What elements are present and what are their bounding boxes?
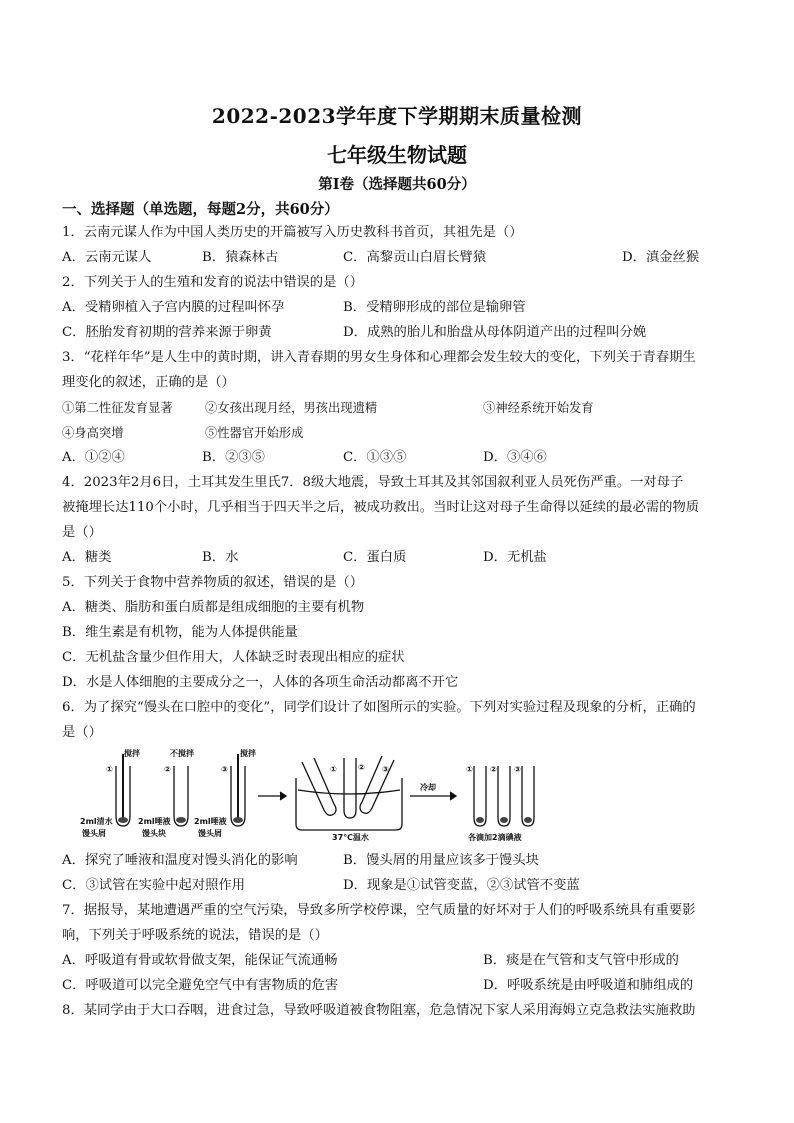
q4-option-a: A．糖类 xyxy=(62,550,112,565)
q3-statement-3: ③神经系统开始发育 xyxy=(483,401,594,415)
label-iodine: 各滴加2滴碘液 xyxy=(468,833,522,842)
q3-stem-1: 3．“花样年华”是人生中的黄时期，讲入青春期的男女生身体和心理都会发生较大的变化，下列关于青春期生 xyxy=(62,350,696,365)
q4-stem-1: 4．2023年2月6日，土耳其发生里氏7．8级大地震，导致土耳其及其邻国叙利亚人员死伤严重。一对母子 xyxy=(62,475,684,490)
q5-option-c: C．无机盐含量少但作用大，人体缺乏时表现出相应的症状 xyxy=(62,650,405,665)
q3-option-c: C．①③⑤ xyxy=(343,450,407,465)
q7-stem-1: 7．据报导，某地遭遇严重的空气污染，导致多所学校停课，空气质量的好坏对于人们的呼吸系统具有重要影 xyxy=(62,903,696,918)
q1-option-b: B．猿森林古 xyxy=(202,250,279,265)
label-tube-2: ② xyxy=(164,765,171,774)
label-beaker-tube-1: ① xyxy=(330,765,337,774)
q2-option-d: D．成熟的胎儿和胎盘从母体阴道产出的过程叫分娩 xyxy=(343,325,647,340)
q3-statement-4: ④身高突增 xyxy=(62,426,124,440)
q8-stem: 8．某同学由于大口吞咽，进食过急，导致呼吸道被食物阻塞，危急情况下家人采用海姆立克急救法实施救助 xyxy=(62,1003,696,1018)
exam-title: 2022-2023学年度下学期期末质量检测 xyxy=(211,104,583,128)
q2-stem: 2．下列关于人的生殖和发育的说法中错误的是（） xyxy=(62,275,363,290)
label-tube-3: ③ xyxy=(221,765,228,774)
label-crumbs-3: 馒头屑 xyxy=(198,829,222,838)
q3-option-b: B．②③⑤ xyxy=(202,450,265,465)
q4-option-b: B．水 xyxy=(202,550,239,565)
q6-option-a: A．探究了唾液和温度对馒头消化的影响 xyxy=(62,853,298,868)
q7-stem-2: 响，下列关于呼吸系统的说法，错误的是（） xyxy=(62,928,328,943)
q6-stem-1: 6．为了探究“馒头在口腔中的变化”，同学们设计了如图所示的实验。下列对实验过程及现象的分析，正确的 xyxy=(62,700,696,715)
q3-statement-5: ⑤性器官开始形成 xyxy=(205,426,304,440)
label-tube-1: ① xyxy=(106,765,113,774)
q3-option-a: A．①②④ xyxy=(62,450,125,465)
label-stir-1: 搅拌 xyxy=(124,749,140,758)
q5-stem: 5．下列关于食物中营养物质的叙述，错误的是（） xyxy=(62,575,363,590)
label-cooling: 冷却 xyxy=(420,783,436,792)
q1-option-d: D．滇金丝猴 xyxy=(622,250,700,265)
q6-stem-2: 是（） xyxy=(62,725,102,740)
exam-subtitle: 七年级生物试题 xyxy=(327,143,467,167)
q6-option-b: B．馒头屑的用量应该多于馒头块 xyxy=(343,853,539,868)
label-saliva-3: 2ml唾液 xyxy=(194,817,227,826)
label-final-tube-2: ② xyxy=(490,765,497,774)
label-no-stir: 不搅拌 xyxy=(170,749,194,758)
q4-option-d: D．无机盐 xyxy=(483,550,547,565)
q2-option-c: C．胚胎发育初期的营养来源于卵黄 xyxy=(62,325,272,340)
label-stir-3: 搅拌 xyxy=(240,749,256,758)
label-final-tube-3: ③ xyxy=(514,765,521,774)
label-final-tube-1: ① xyxy=(466,765,473,774)
q5-option-a: A．糖类、脂肪和蛋白质都是组成细胞的主要有机物 xyxy=(62,600,365,615)
label-saliva-2: 2ml唾液 xyxy=(138,817,171,826)
label-water: 2ml清水 xyxy=(80,817,113,826)
q4-stem-2: 被掩埋长达110个小时，几乎相当于四天半之后，被成功救出。当时让这对母子生命得以延续的最必需的物质 xyxy=(62,500,700,515)
q3-option-d: D．③④⑥ xyxy=(483,450,547,465)
q2-option-b: B．受精卵形成的部位是输卵管 xyxy=(343,300,526,315)
label-water-bath: 37℃温水 xyxy=(332,833,369,842)
q3-statement-1: ①第二性征发育显著 xyxy=(62,401,173,415)
section-heading: 一、选择题（单选题，每题2分，共60分） xyxy=(62,201,339,218)
experiment-figure xyxy=(76,748,716,844)
q5-option-b: B．维生素是有机物，能为人体提供能量 xyxy=(62,625,298,640)
q7-option-b: B．痰是在气管和支气管中形成的 xyxy=(483,953,679,968)
q6-option-d: D．现象是①试管变蓝，②③试管不变蓝 xyxy=(343,878,580,893)
label-beaker-tube-3: ③ xyxy=(382,765,389,774)
q7-option-a: A．呼吸道有骨或软骨做支架，能保证气流通畅 xyxy=(62,953,338,968)
q6-option-c: C．③试管在实验中起对照作用 xyxy=(62,878,246,893)
q3-stem-2: 理变化的叙述，正确的是（） xyxy=(62,375,235,390)
q1-option-c: C．高黎贡山白眉长臂猿 xyxy=(343,250,487,265)
q7-option-d: D．呼吸系统是由呼吸道和肺组成的 xyxy=(483,978,694,993)
q3-statement-2: ②女孩出现月经，男孩出现遗精 xyxy=(205,401,378,415)
label-block: 馒头块 xyxy=(142,829,166,838)
part-heading: 第Ⅰ卷（选择题共60分） xyxy=(318,176,476,193)
q7-option-c: C．呼吸道可以完全避免空气中有害物质的危害 xyxy=(62,978,339,993)
q5-option-d: D．水是人体细胞的主要成分之一，人体的各项生命活动都离不开它 xyxy=(62,675,459,690)
label-crumbs-1: 馒头屑 xyxy=(82,829,106,838)
q2-option-a: A．受精卵植入子宫内膜的过程叫怀孕 xyxy=(62,300,285,315)
label-beaker-tube-2: ② xyxy=(358,763,365,772)
q4-option-c: C．蛋白质 xyxy=(343,550,407,565)
water-bath-beaker xyxy=(296,778,402,830)
q1-stem: 1．云南元谋人作为中国人类历史的开篇被写入历史教科书首页，其祖先是（） xyxy=(62,225,523,240)
q4-stem-3: 是（） xyxy=(62,525,102,540)
q1-option-a: A．云南元谋人 xyxy=(62,250,152,265)
